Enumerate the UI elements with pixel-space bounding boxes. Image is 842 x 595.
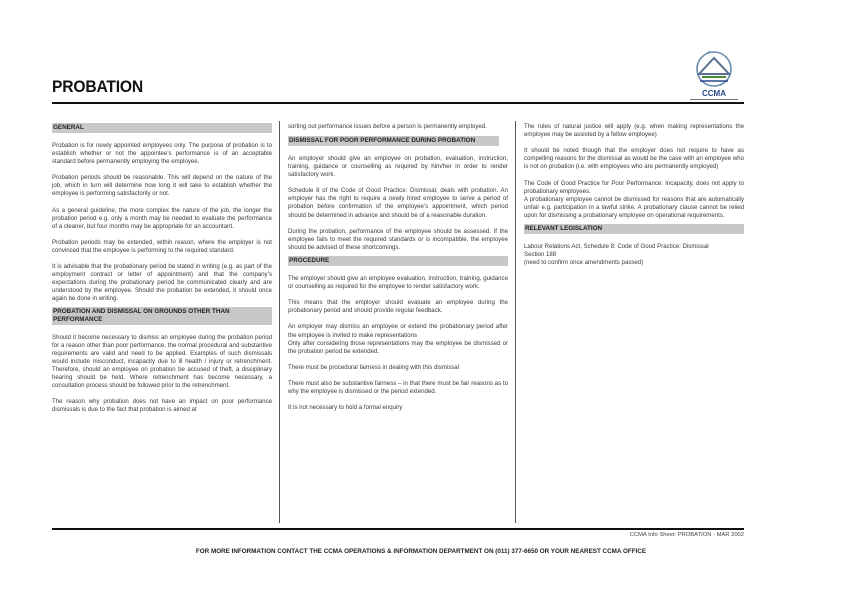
section-heading-general: GENERAL	[52, 123, 272, 133]
paragraph: Probation periods should be reasonable. This will depend on the nature of the job, which in turn will determine how long it will take to establish whether the employee is performing satisfactorily or not.	[52, 174, 272, 198]
paragraph: During the probation, performance of the employee should be assessed. If the employee fails to meet the required standards or is incompatible, the employee should be advised of these shortcomings.	[288, 227, 508, 251]
paragraph-continuation	[288, 123, 508, 131]
column-1	[52, 123, 272, 414]
paragraph: As a general guideline, the more complex the nature of the job, the longer the probation period e.g. only a month may be needed to evaluate the performance of a cleaner, but four months may be appropriate for an accountant.	[52, 206, 272, 230]
legislation-line: Labour Relations Act, Schedule 8: Code of Good Practice: Dismissal	[524, 242, 709, 250]
paragraph: A probationary employee cannot be dismissed for reasons that are automatically unfair e.g. participation in a lawful strike. A probationary clause cannot be relied upon for dismissing a probationary employee on operational requirements.	[524, 195, 744, 219]
section-heading-procedure: PROCEDURE	[288, 256, 508, 266]
section-heading-other-grounds: PROBATION AND DISMISSAL ON GROUNDS OTHER THAN PERFORMANCE	[52, 307, 272, 325]
continuation-text: a person is permanently employed.	[390, 123, 487, 130]
paragraph: Probation periods may be extended, within reason, where the employer is not convinced that the employee is performing to the required standard.	[52, 238, 272, 255]
legislation-line: (need to confirm once amendments passed)	[524, 258, 644, 266]
column-divider	[279, 121, 280, 523]
paragraph: It is advisable that the probationary period be stated in writing (e.g. as part of the employment contract or letter of appointment) and that the company’s expectations during the probationary period be communicated clearly and are understood by the employee. Should the probation be extended, it should once again be done in writing.	[52, 263, 272, 303]
column-2	[288, 123, 508, 412]
paragraph: This means that the employer should evaluate an employee during the probationary period and should provide regular feedback.	[288, 299, 508, 315]
section-heading-poor-performance: DISMISSAL FOR POOR PERFORMANCE DURING PROBATION	[288, 136, 499, 146]
page-title: PROBATION	[52, 77, 144, 96]
legislation-line: Section 188	[524, 250, 557, 258]
column-divider	[515, 121, 516, 523]
contact-info: FOR MORE INFORMATION CONTACT THE CCMA OPERATIONS & INFORMATION DEPARTMENT ON (011) 377-6650 OR YOUR NEAREST CCMA OFFICE	[195, 548, 647, 555]
ccma-logo	[686, 48, 742, 102]
header-rule	[52, 102, 744, 104]
logo-underline	[690, 99, 738, 100]
paragraph: It should be noted though that the employer does not require to have as compelling reasons for the dismissal as would be the case with an employee who is not on probation (i.e. with employees who are permanently employed)	[524, 147, 744, 171]
continuation-text: sorting out performance issues	[288, 123, 374, 130]
section-heading-legislation: RELEVANT LEGISLATION	[524, 224, 744, 234]
emphasis-text: before	[373, 123, 391, 130]
paragraph: Schedule 8 of the Code of Good Practice: Dismissal, deals with probation. An employer has the right to require a newly hired employee to serve a period of probation before confirmation of the employee’s appointment, which period should be determined in advance and should be of a reasonable duration.	[288, 187, 508, 219]
footer-rule	[52, 528, 744, 530]
info-sheet-label: CCMA Info Sheet: PROBATION - MAR 2002	[629, 532, 744, 538]
paragraph: It is not necessary to hold a formal enquiry	[288, 404, 403, 412]
paragraph: The Code of Good Practice for Poor Performance: Incapacity, does not apply to probationary employees.	[524, 179, 744, 195]
paragraph: There must also be substantive fairness – in that there must be fair reasons as to why the employee is dismissed or the period extended.	[288, 380, 508, 396]
ccma-logo-emblem-icon	[686, 48, 742, 90]
logo-text: CCMA	[702, 89, 726, 98]
column-3	[524, 123, 744, 267]
paragraph: There must be procedural fairness in dealing with this dismissal	[288, 363, 460, 371]
paragraph: Probation is for newly appointed employees only. The purpose of probation is to establish whether or not the appointee’s performance is of an acceptable standard before permanently employing the employee.	[52, 142, 272, 166]
paragraph: An employer may dismiss an employee or extend the probationary period after the employee is invited to make representations	[288, 323, 508, 339]
paragraph: The employer should give an employee evaluation, instruction, training, guidance or counselling as required for the employee to render satisfactory work.	[288, 274, 508, 290]
paragraph: The rules of natural justice will apply (e.g. when making representations the employee may be assisted by a fellow employee)	[524, 123, 744, 139]
paragraph: Only after considering those representations may the employee be dismissed or the probation period be extended.	[288, 339, 508, 355]
paragraph: An employer should give an employee on probation, evaluation, instruction, training, guidance or counselling as required by him/her in order to render satisfactory work.	[288, 155, 508, 179]
paragraph: The reason why probation does not have an impact on poor performance dismissals is due to the fact that probation is aimed at	[52, 398, 272, 414]
paragraph: Should it become necessary to dismiss an employee during the probation period for a reason other than poor performance, the normal procedural and substantive requirements are valid and need to be applied. Examples of such dismissals would include misconduct, incapacity due to ill health / injury or retrenchment. Therefore, should an employee on probation be accused of theft, a disciplinary hearing should be held. Where retrenchment has become necessary, a consultation process should be followed prior to the retrenchment.	[52, 333, 272, 389]
